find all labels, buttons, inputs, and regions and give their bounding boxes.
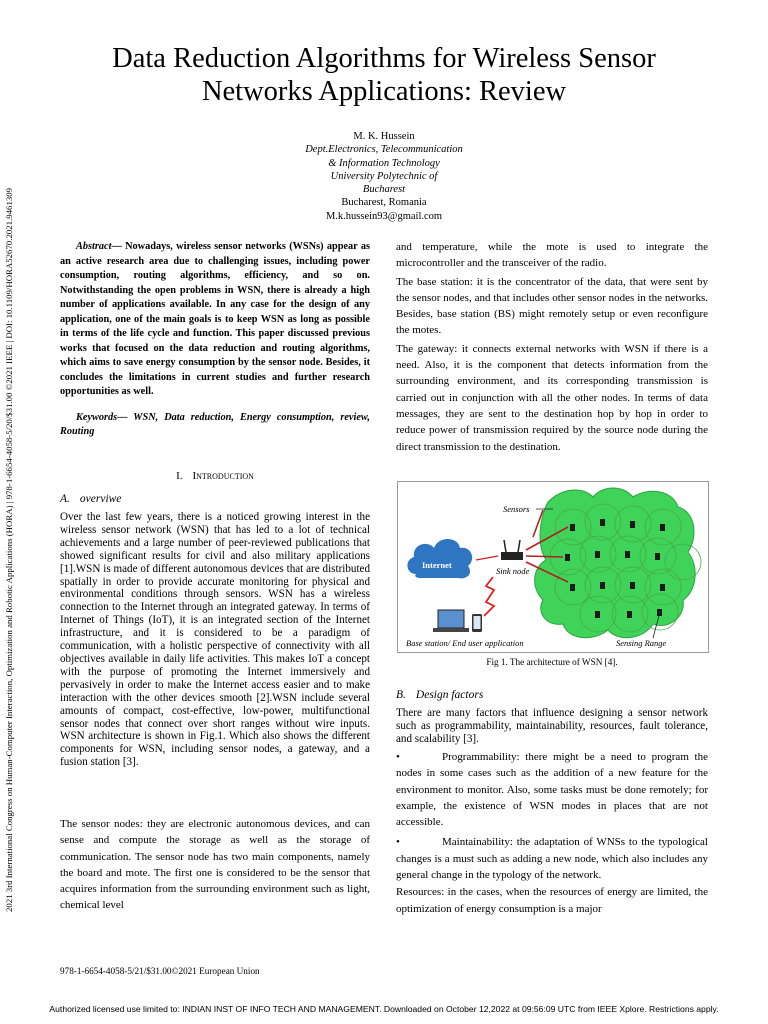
sensor-area-blob: [535, 488, 696, 638]
sensor-node: [595, 551, 600, 558]
figure-label-sink: Sink node: [496, 566, 530, 576]
bullet-programmability: [396, 749, 708, 830]
sensor-field: [535, 488, 701, 638]
author-block: [220, 130, 548, 223]
internet-cloud-icon: [407, 539, 472, 578]
author-email[interactable]: M.k.hussein93@gmail.com: [325, 210, 443, 222]
sensor-node: [655, 553, 660, 560]
design-paragraph-block: [396, 707, 708, 746]
bullet-marker: •: [396, 836, 400, 849]
design-bullets: [396, 749, 708, 917]
sensor-node: [660, 584, 665, 591]
keywords-label: Keywords—: [76, 411, 128, 423]
title-line-1: Data Reduction Algorithms for Wireless Sensor: [112, 43, 656, 74]
phone-icon: [472, 614, 482, 632]
paragraph-overview: Over the last few years, there is a noticed growing interest in the wireless sensor network (WSN) that has led to a lot of technical achievements and a large number of peer-reviewed publications that showed significant results for civil and also military applications [1].WSN is made of different autonomous devices that are distributed spatially in order to provide accurate monitoring for physical and environmental conditions through sensors. WSN has a wireless connection to the Internet through an integrated gateway. In terms of Internet of Things (IoT), it is an integrated section of the Internet infrastructure, and it is considered to be a paradigm of communication, with a holistic perspective of connectivity with all objectives available in daily life activities. This makes IoT a concept with the purpose of promoting the Internet immersively and pervasively in order to make the Internet access easier and to make interaction with the other devices smooth [2].WSN include several amounts of compact, cost-effective, low-power, multifunctional sensor nodes that connect over short ranges without wire inputs. WSN architecture is shown in Fig.1. Which also shows the different components for WSN, including sensor nodes, a gateway, and a fusion station [3].: [60, 511, 370, 769]
author-dept-2: & Information Technology: [328, 157, 440, 169]
author-location: Bucharest, Romania: [341, 197, 427, 209]
abstract-text: Nowadays, wireless sensor networks (WSNs) appear as an active research area due to challenging issues, including power consumption, routing algorithms, efficiency, and so on. Notwithstanding the open problems in WSN, there is already a high number of applications available. In any case for the design of any application, one of the main goals is to keep WSN as long as possible in terms of the life cycle and function. This paper discussed previous works that focused on the data reduction and routing algorithms, which aims to save energy consumption by the sensor node. Besides, it concludes the limitations in current studies and further research opportunities as well.: [60, 241, 370, 397]
paragraph-resources: Resources: in the cases, when the resources of energy are limited, the optimization of energy consumption is a major: [396, 886, 708, 915]
sensor-node: [570, 524, 575, 531]
wireless-link: [484, 577, 494, 616]
authorized-use-notice: Authorized licensed use limited to: INDIAN INST OF INFO TECH AND MANAGEMENT. Downloaded on October 12,2022 at 09:56:09 UTC from IEEE Xplore. Restrictions apply.: [49, 1004, 719, 1014]
sensor-node: [630, 521, 635, 528]
sensor-node: [570, 584, 575, 591]
bullet-marker: •: [396, 751, 400, 763]
sensor-node: [625, 551, 630, 558]
sensor-node: [627, 611, 632, 618]
paragraph-gateway: The gateway: it connects external networks with WSN if there is a need. Also, it is the component that detects information from the surrounding environment, and its corresponding transmission is carried out in conjunction with all the other nodes. In terms of data messages, they are sent to the destination hop by hop in order to reduce power of transmission required by the source node during the direct transmission to the destination.: [396, 342, 708, 453]
paragraph-sensor-nodes: The sensor nodes: they are electronic autonomous devices, and can sense and compute the storage as well as the storage of communication. The sensor node has two main components, namely the board and mote. The first one is considered to be the sensor that acquires information from the surrounding environment such as light, chemical level: [60, 818, 370, 912]
wsn-diagram: [398, 482, 708, 652]
sensor-node: [600, 582, 605, 589]
subsection-heading-overview: [60, 492, 370, 506]
subsection-heading-design-factors: [396, 688, 708, 702]
wsn-architecture-figure: [397, 481, 709, 653]
right-column-top: [396, 239, 708, 455]
section-title: Introduction: [192, 470, 254, 482]
bullet-maintainability: [396, 834, 708, 883]
title-line-2: Networks Applications: Review: [201, 76, 567, 107]
left-column: [60, 240, 370, 439]
paragraph-design-factors: There are many factors that influence designing a sensor network such as programmability, maintainability, resources, fault tolerance, and scalability [3].: [396, 707, 708, 745]
author-univ-2: Bucharest: [362, 184, 406, 196]
sink-node-icon: [501, 540, 523, 560]
section-heading-introduction: [60, 469, 370, 483]
section-number: I.: [176, 470, 183, 482]
subsection-title: overviwe: [79, 493, 122, 505]
abstract-label: Abstract—: [76, 241, 122, 252]
sensor-nodes-block: [60, 816, 370, 914]
page-footer: 978-1-6654-4058-5/21/$31.00©2021 European Union: [60, 966, 260, 976]
subsection-title-b: Design factors: [415, 689, 484, 701]
sensor-node: [660, 524, 665, 531]
sensor-node: [595, 611, 600, 618]
sensor-node: [600, 519, 605, 526]
figure-label-internet: Internet: [422, 560, 452, 570]
side-citation: 2021 3rd International Congress on Human-Computer Interaction, Optimization and Robotic Applications (HORA) | 978-1-6654-4058-5/20/$31.00 ©2021 IEEE | DOI: 10.1109/HORA52670.2021.9461309: [4, 187, 14, 912]
figure-label-base-station: Base station/ End user application: [406, 638, 524, 648]
paper-title: [40, 42, 728, 108]
figure-label-sensors: Sensors: [503, 504, 530, 514]
bullet-programmability-text: Programmability: there might be a need to program the nodes in some cases such as the addition of a new feature for the environment to monitor. Also, some tasks must be done remotely; for example, the existence of WSN modes in places that are not accessible.: [396, 751, 708, 829]
laptop-icon: [433, 610, 469, 632]
paragraph-base-station: The base station: it is the concentrator of the data, that were sent by the sensor nodes, and that includes other sensor nodes in the networks. Besides, base station (BS) might remotely setup or even reconfigure the motes.: [396, 275, 708, 337]
abstract: [60, 240, 370, 400]
keywords-text: WSN, Data reduction, Energy consumption, review, Routing: [60, 411, 370, 437]
subsection-letter: A.: [60, 493, 70, 505]
author-univ-1: University Polytechnic of: [330, 170, 438, 182]
figure-caption: Fig 1. The architecture of WSN [4].: [486, 657, 618, 667]
bullet-maintainability-text: Maintainability: the adaptation of WNSs to the typological changes is a must such as adding a new node, which also includes any general change in the typology of the network.: [396, 836, 708, 882]
keywords: [60, 411, 370, 439]
overview-paragraph-block: [60, 511, 370, 769]
paragraph-continued: and temperature, while the mote is used to integrate the microcontroller and the transceiver of the radio.: [396, 241, 708, 270]
sensor-node: [630, 582, 635, 589]
figure-label-sensing-range: Sensing Range: [616, 638, 667, 648]
subsection-letter-b: B.: [396, 689, 406, 701]
author-dept-1: Dept.Electronics, Telecommunication: [305, 144, 463, 156]
sensor-node: [565, 554, 570, 561]
author-name: M. K. Hussein: [353, 131, 415, 142]
